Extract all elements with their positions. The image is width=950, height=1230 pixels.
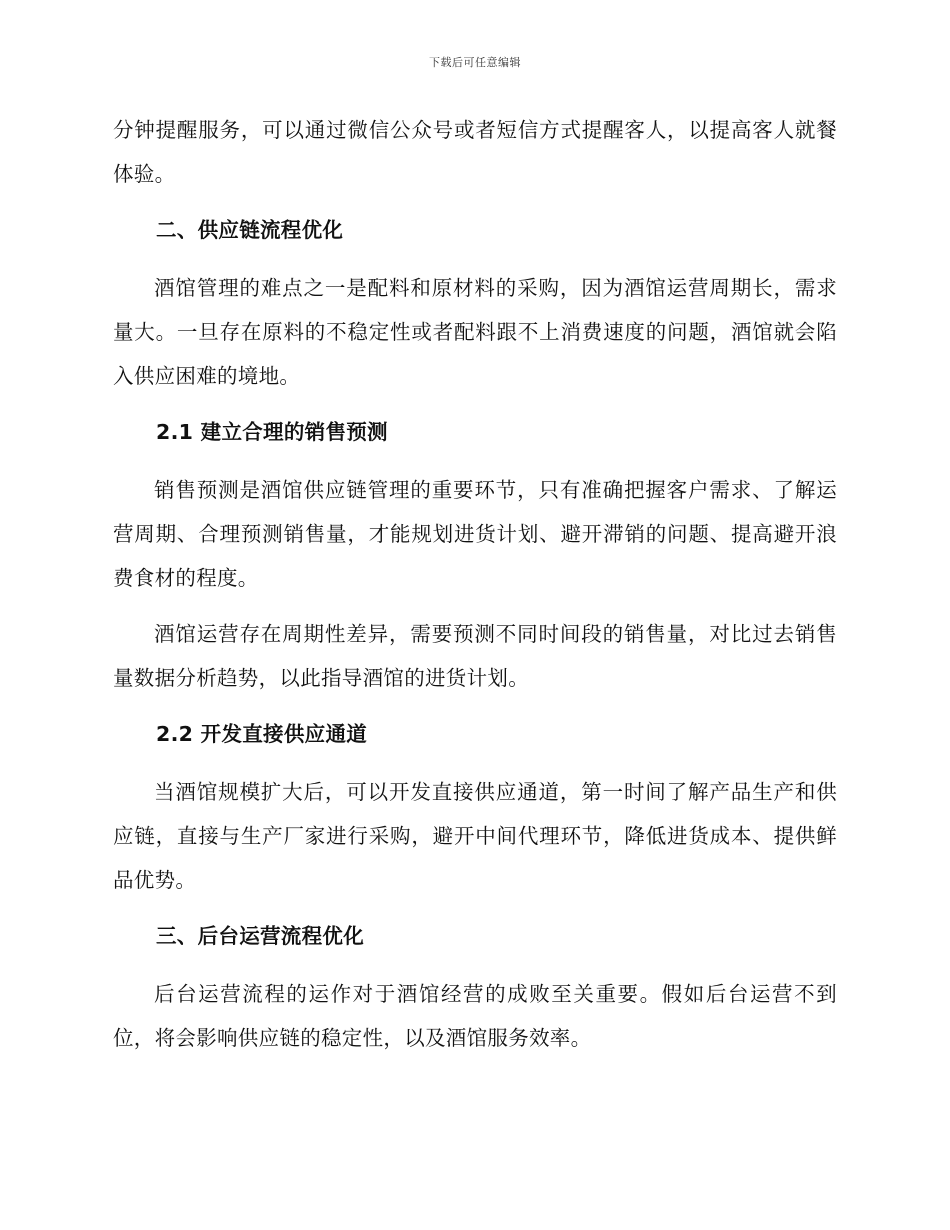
header-note: 下载后可任意编辑 <box>429 56 521 69</box>
paragraph-supply-chain-intro: 酒馆管理的难点之一是配料和原材料的采购，因为酒馆运营周期长，需求量大。一旦存在原料的不稳定性或者配料跟不上消费速度的问题，酒馆就会陷入供应困难的境地。 <box>113 276 837 388</box>
paragraph-direct-supply: 当酒馆规模扩大后，可以开发直接供应通道，第一时间了解产品生产和供应链，直接与生产厂家进行采购，避开中间代理环节，降低进货成本、提供鲜品优势。 <box>113 780 837 892</box>
paragraph-sales-forecast-2: 酒馆运营存在周期性差异，需要预测不同时间段的销售量，对比过去销售量数据分析趋势，以此指导酒馆的进货计划。 <box>113 622 837 690</box>
paragraph-backend-ops: 后台运营流程的运作对于酒馆经营的成败至关重要。假如后台运营不到位，将会影响供应链的稳定性，以及酒馆服务效率。 <box>113 982 837 1050</box>
paragraph-sales-forecast-1: 销售预测是酒馆供应链管理的重要环节，只有准确把握客户需求、了解运营周期、合理预测销售量，才能规划进货计划、避开滞销的问题、提高避开浪费食材的程度。 <box>113 478 837 590</box>
subsection-heading-direct-supply: 2.2 开发直接供应通道 <box>156 722 368 746</box>
subsection-heading-sales-forecast: 2.1 建立合理的销售预测 <box>156 420 388 444</box>
section-heading-backend-ops: 三、后台运营流程优化 <box>156 924 364 948</box>
paragraph-continued: 分钟提醒服务，可以通过微信公众号或者短信方式提醒客人，以提高客人就餐体验。 <box>113 118 837 186</box>
document-body <box>113 108 837 1072</box>
section-heading-supply-chain: 二、供应链流程优化 <box>156 218 344 242</box>
